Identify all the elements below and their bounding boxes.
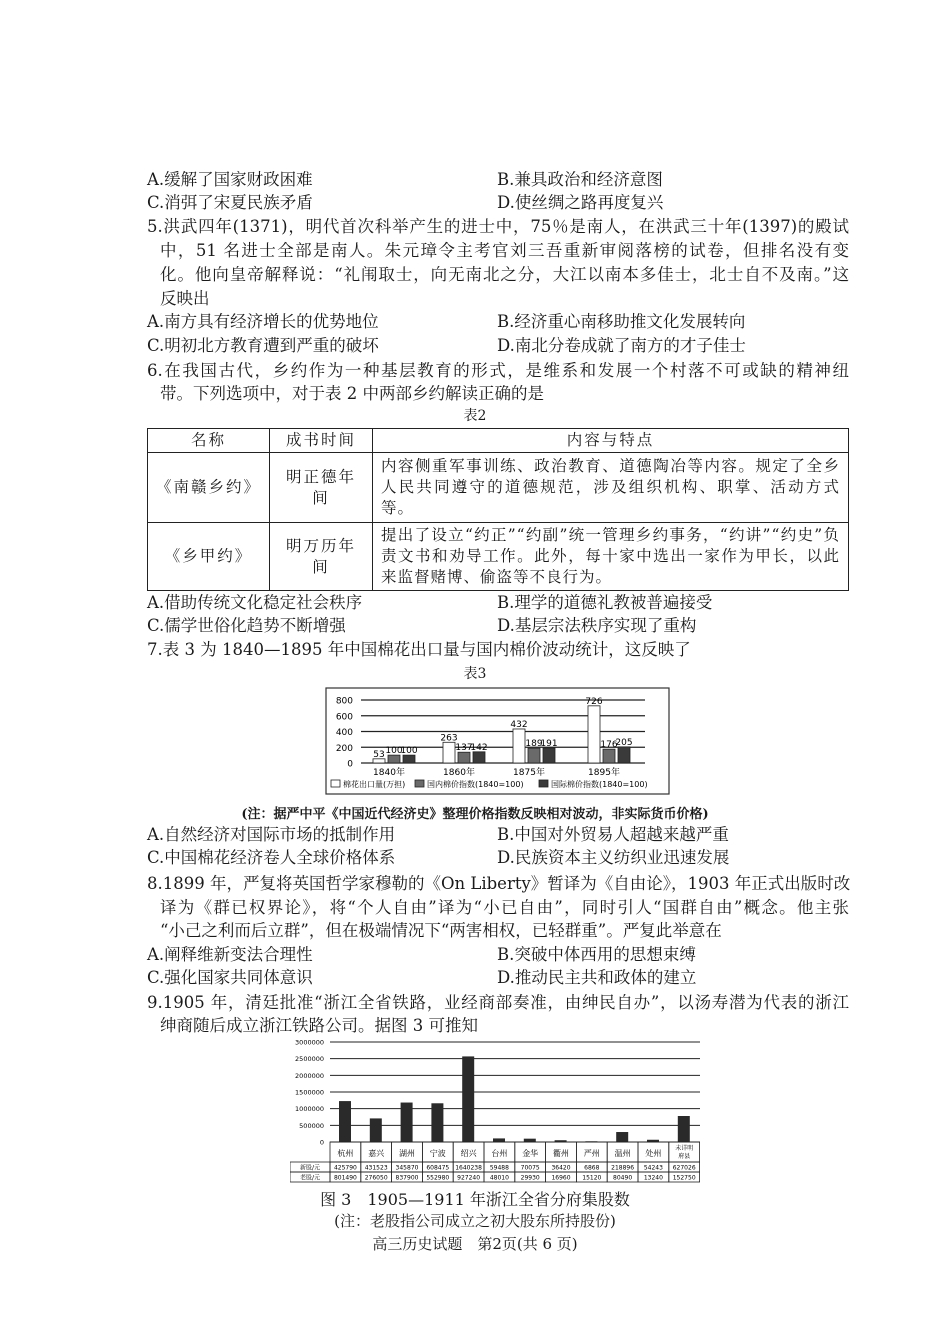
table-value: 276050	[364, 1174, 388, 1182]
table-value: 152750	[672, 1174, 696, 1182]
category-label: 金华	[522, 1149, 539, 1158]
table-value: 425790	[333, 1164, 357, 1172]
bar	[403, 755, 415, 763]
q5-line: 化。他向皇帝解释说：“礼闱取士，向无南北之分，大江以南本多佳士，北士自不及南。”这	[160, 265, 849, 284]
q5-option-a[interactable]: A.南方具有经济增长的优势地位	[147, 312, 379, 331]
table-cell-time: 明正德年间	[270, 453, 373, 523]
q7-line: 7.表 3 为 1840—1895 年中国棉花出口量与国内棉价波动统计，这反映了	[147, 640, 691, 659]
table-value: 218896	[611, 1164, 635, 1172]
data-label: 432	[510, 719, 528, 730]
bar	[443, 742, 455, 763]
bar	[513, 729, 525, 763]
y-tick-label: 1500000	[295, 1088, 324, 1097]
table-cell-name: 《南赣乡约》	[148, 453, 270, 523]
y-tick-label: 0	[319, 1138, 324, 1147]
table-value: 29930	[520, 1174, 540, 1182]
q5-option-d[interactable]: D.南北分卷成就了南方的才子佳士	[497, 336, 746, 355]
data-label: 100	[385, 746, 403, 757]
category-label: 杭州	[337, 1149, 354, 1158]
legend-swatch	[415, 780, 424, 787]
data-label: 205	[615, 737, 633, 748]
q6-option-c[interactable]: C.儒学世俗化趋势不断增强	[147, 616, 346, 635]
row-label: 新股/元	[299, 1164, 321, 1172]
legend-label: 棉花出口量(万担)	[343, 780, 406, 789]
y-tick-label: 200	[335, 743, 353, 754]
table-cell-content: 内容侧重军事训练、政治教育、道德陶冶等内容。规定了全乡人民共同遵守的道德规范，涉及组织机构、职掌、活动方式等。	[373, 453, 849, 523]
table-value: 13240	[643, 1174, 663, 1182]
table-value: 54243	[643, 1164, 663, 1172]
cotton-chart	[325, 687, 670, 795]
bar	[616, 1132, 628, 1142]
data-label: 726	[585, 696, 603, 707]
table-value: 345870	[395, 1164, 419, 1172]
q9-line: 9.1905 年，清廷批准“浙江全省铁路，业经商部奏准，由绅民自办”，以汤寿潜为代表的浙江	[147, 993, 849, 1012]
y-tick-label: 500000	[299, 1121, 324, 1130]
q6-option-d[interactable]: D.基层宗法秩序实现了重构	[497, 616, 697, 635]
row-label: 老股/元	[299, 1174, 321, 1182]
category-label: 处州	[645, 1149, 662, 1158]
bar	[493, 1138, 505, 1142]
y-tick-label: 800	[335, 696, 353, 707]
bar	[618, 747, 630, 763]
bar	[678, 1116, 690, 1142]
table-cell-time: 明万历年间	[270, 523, 373, 591]
q8-line: 译为《群已权界论》，将“个人自由”译为“小已自由”，同时引人“国群自由”概念。他主张	[160, 898, 849, 917]
bar	[431, 1103, 443, 1142]
data-label: 263	[440, 733, 458, 744]
table-2	[147, 428, 849, 591]
bar	[370, 1118, 382, 1142]
q8-line: “小己之利而后立群”，但在极端情况下“两害相权，已轻群重”。严复此举意在	[160, 921, 722, 940]
x-tick-label: 1895年	[588, 768, 620, 778]
table-row	[148, 453, 849, 523]
table-value: 927240	[457, 1174, 481, 1182]
q9-line: 绅商随后成立浙江铁路公司。据图 3 可推知	[160, 1016, 478, 1035]
table-value: 801490	[333, 1174, 357, 1182]
bar	[339, 1101, 351, 1142]
y-tick-label: 3000000	[295, 1038, 324, 1047]
table-value: 16960	[551, 1174, 571, 1182]
table-value: 15120	[582, 1174, 602, 1182]
table-header: 名称	[148, 429, 270, 453]
data-label: 53	[373, 749, 385, 760]
bar	[462, 1056, 474, 1142]
q8-option-b[interactable]: B.突破中体西用的思想束缚	[497, 945, 696, 964]
data-label: 142	[470, 742, 488, 753]
q5-line: 反映出	[160, 289, 210, 308]
category-label: 府县	[678, 1153, 691, 1160]
data-label: 189	[525, 739, 543, 750]
table-value: 36420	[551, 1164, 571, 1172]
q6-option-a[interactable]: A.借助传统文化稳定社会秩序	[147, 593, 363, 612]
y-tick-label: 0	[347, 759, 353, 770]
table3-title: 表3	[463, 666, 487, 682]
q4-option-a[interactable]: A.缓解了国家财政困难	[147, 170, 313, 189]
table-header: 成书时间	[270, 429, 373, 453]
category-label: 台州	[491, 1149, 508, 1158]
table-value: 48010	[489, 1174, 509, 1182]
category-label: 未详明	[675, 1145, 694, 1152]
bar	[388, 755, 400, 763]
category-label: 宁波	[429, 1149, 446, 1158]
data-label: 191	[540, 738, 558, 749]
table-value: 627026	[672, 1164, 696, 1172]
bar	[588, 706, 600, 763]
q7-option-c[interactable]: C.中国棉花经济卷人全球价格体系	[147, 848, 396, 867]
table-value: 431523	[364, 1164, 388, 1172]
table-cell-name: 《乡甲约》	[148, 523, 270, 591]
y-tick-label: 2500000	[295, 1055, 324, 1064]
q8-line: 8.1899 年，严复将英国哲学家穆勒的《On Liberty》暂译为《自由论》，1903 年正式出版时改	[147, 874, 851, 893]
legend-label: 国际棉价指数(1840=100)	[551, 780, 648, 789]
y-tick-label: 600	[335, 712, 353, 723]
bar	[401, 1103, 413, 1142]
q7-note: (注：据严中平《中国近代经济史》整理价格指数反映相对波动，非实际货币价格)	[241, 807, 709, 822]
figure3-caption: 图 3 1905—1911 年浙江全省分府集股数	[320, 1190, 630, 1209]
shares-chart	[290, 1035, 702, 1185]
q6-option-b[interactable]: B.理学的道德礼教被普遍接受	[497, 593, 713, 612]
q6-line: 6.在我国古代，乡约作为一种基层教育的形式，是维系和发展一个村落不可或缺的精神纽	[147, 361, 849, 380]
bar	[524, 1139, 536, 1142]
table2-title: 表2	[463, 408, 487, 424]
category-label: 绍兴	[460, 1149, 477, 1158]
legend-label: 国内棉价指数(1840=100)	[427, 780, 524, 789]
x-tick-label: 1840年	[373, 768, 405, 778]
bar	[528, 748, 540, 763]
q8-option-a[interactable]: A.阐释维新变法合理性	[147, 945, 313, 964]
category-label: 严州	[583, 1149, 600, 1158]
q5-line: 中，51 名进士全部是南人。朱元璋令主考官刘三吾重新审阅落榜的试卷，但排名没有变	[160, 241, 849, 260]
bar	[603, 749, 615, 763]
table-value: 1640238	[455, 1164, 482, 1172]
table-row	[148, 523, 849, 591]
y-tick-label: 400	[335, 728, 353, 738]
table-value: 80490	[613, 1174, 633, 1182]
q4-option-d[interactable]: D.使丝绸之路再度复兴	[497, 193, 664, 212]
page-footer: 高三历史试题 第2页(共 6 页)	[372, 1235, 578, 1253]
q8-option-c[interactable]: C.强化国家共同体意识	[147, 968, 313, 987]
table-value: 608475	[426, 1164, 450, 1172]
data-label: 176	[600, 740, 618, 751]
category-label: 衢州	[553, 1149, 569, 1158]
q5-option-c[interactable]: C.明初北方教育遭到严重的破坏	[147, 336, 379, 355]
q5-line: 5.洪武四年(1371)，明代首次科举产生的进士中，75％是南人，在洪武三十年(1397)的殿试	[147, 217, 849, 236]
table-value: 837900	[395, 1174, 419, 1182]
q7-option-b[interactable]: B.中国对外贸易人超越来越严重	[497, 825, 729, 844]
x-tick-label: 1875年	[513, 768, 545, 778]
q7-option-a[interactable]: A.自然经济对国际市场的抵制作用	[147, 825, 396, 844]
figure3-note: (注：老股指公司成立之初大股东所持股份)	[334, 1212, 616, 1230]
q4-option-b[interactable]: B.兼具政治和经济意图	[497, 170, 663, 189]
bar	[458, 752, 470, 763]
q6-line: 带。下列选项中，对于表 2 中两部乡约解读正确的是	[160, 384, 544, 403]
legend-swatch	[539, 780, 548, 787]
legend-swatch	[331, 780, 340, 787]
category-label: 温州	[614, 1149, 631, 1158]
bar	[543, 748, 555, 763]
data-label: 100	[400, 746, 418, 757]
q4-option-c[interactable]: C.消弭了宋夏民族矛盾	[147, 193, 313, 212]
category-label: 嘉兴	[368, 1149, 385, 1158]
data-label: 137	[455, 743, 473, 754]
category-label: 湖州	[399, 1149, 415, 1158]
table-cell-content: 提出了设立“约正”“约副”统一管理乡约事务，“约讲”“约史”负责文书和劝导工作。此外，每十家中选出一家作为甲长，以此来监督赌博、偷盗等不良行为。	[373, 523, 849, 591]
y-tick-label: 2000000	[295, 1071, 324, 1080]
bar	[473, 752, 485, 763]
table-value: 70075	[520, 1164, 540, 1172]
table-value: 59488	[489, 1164, 509, 1172]
q7-option-d[interactable]: D.民族资本主义纺织业迅速发展	[497, 848, 730, 867]
q8-option-d[interactable]: D.推动民主共和政体的建立	[497, 968, 697, 987]
q5-option-b[interactable]: B.经济重心南移助推文化发展转向	[497, 312, 746, 331]
y-tick-label: 1000000	[295, 1105, 324, 1114]
table-header: 内容与特点	[373, 429, 849, 453]
x-tick-label: 1860年	[443, 768, 475, 778]
table-value: 6868	[584, 1164, 600, 1172]
table-value: 552980	[426, 1174, 450, 1182]
